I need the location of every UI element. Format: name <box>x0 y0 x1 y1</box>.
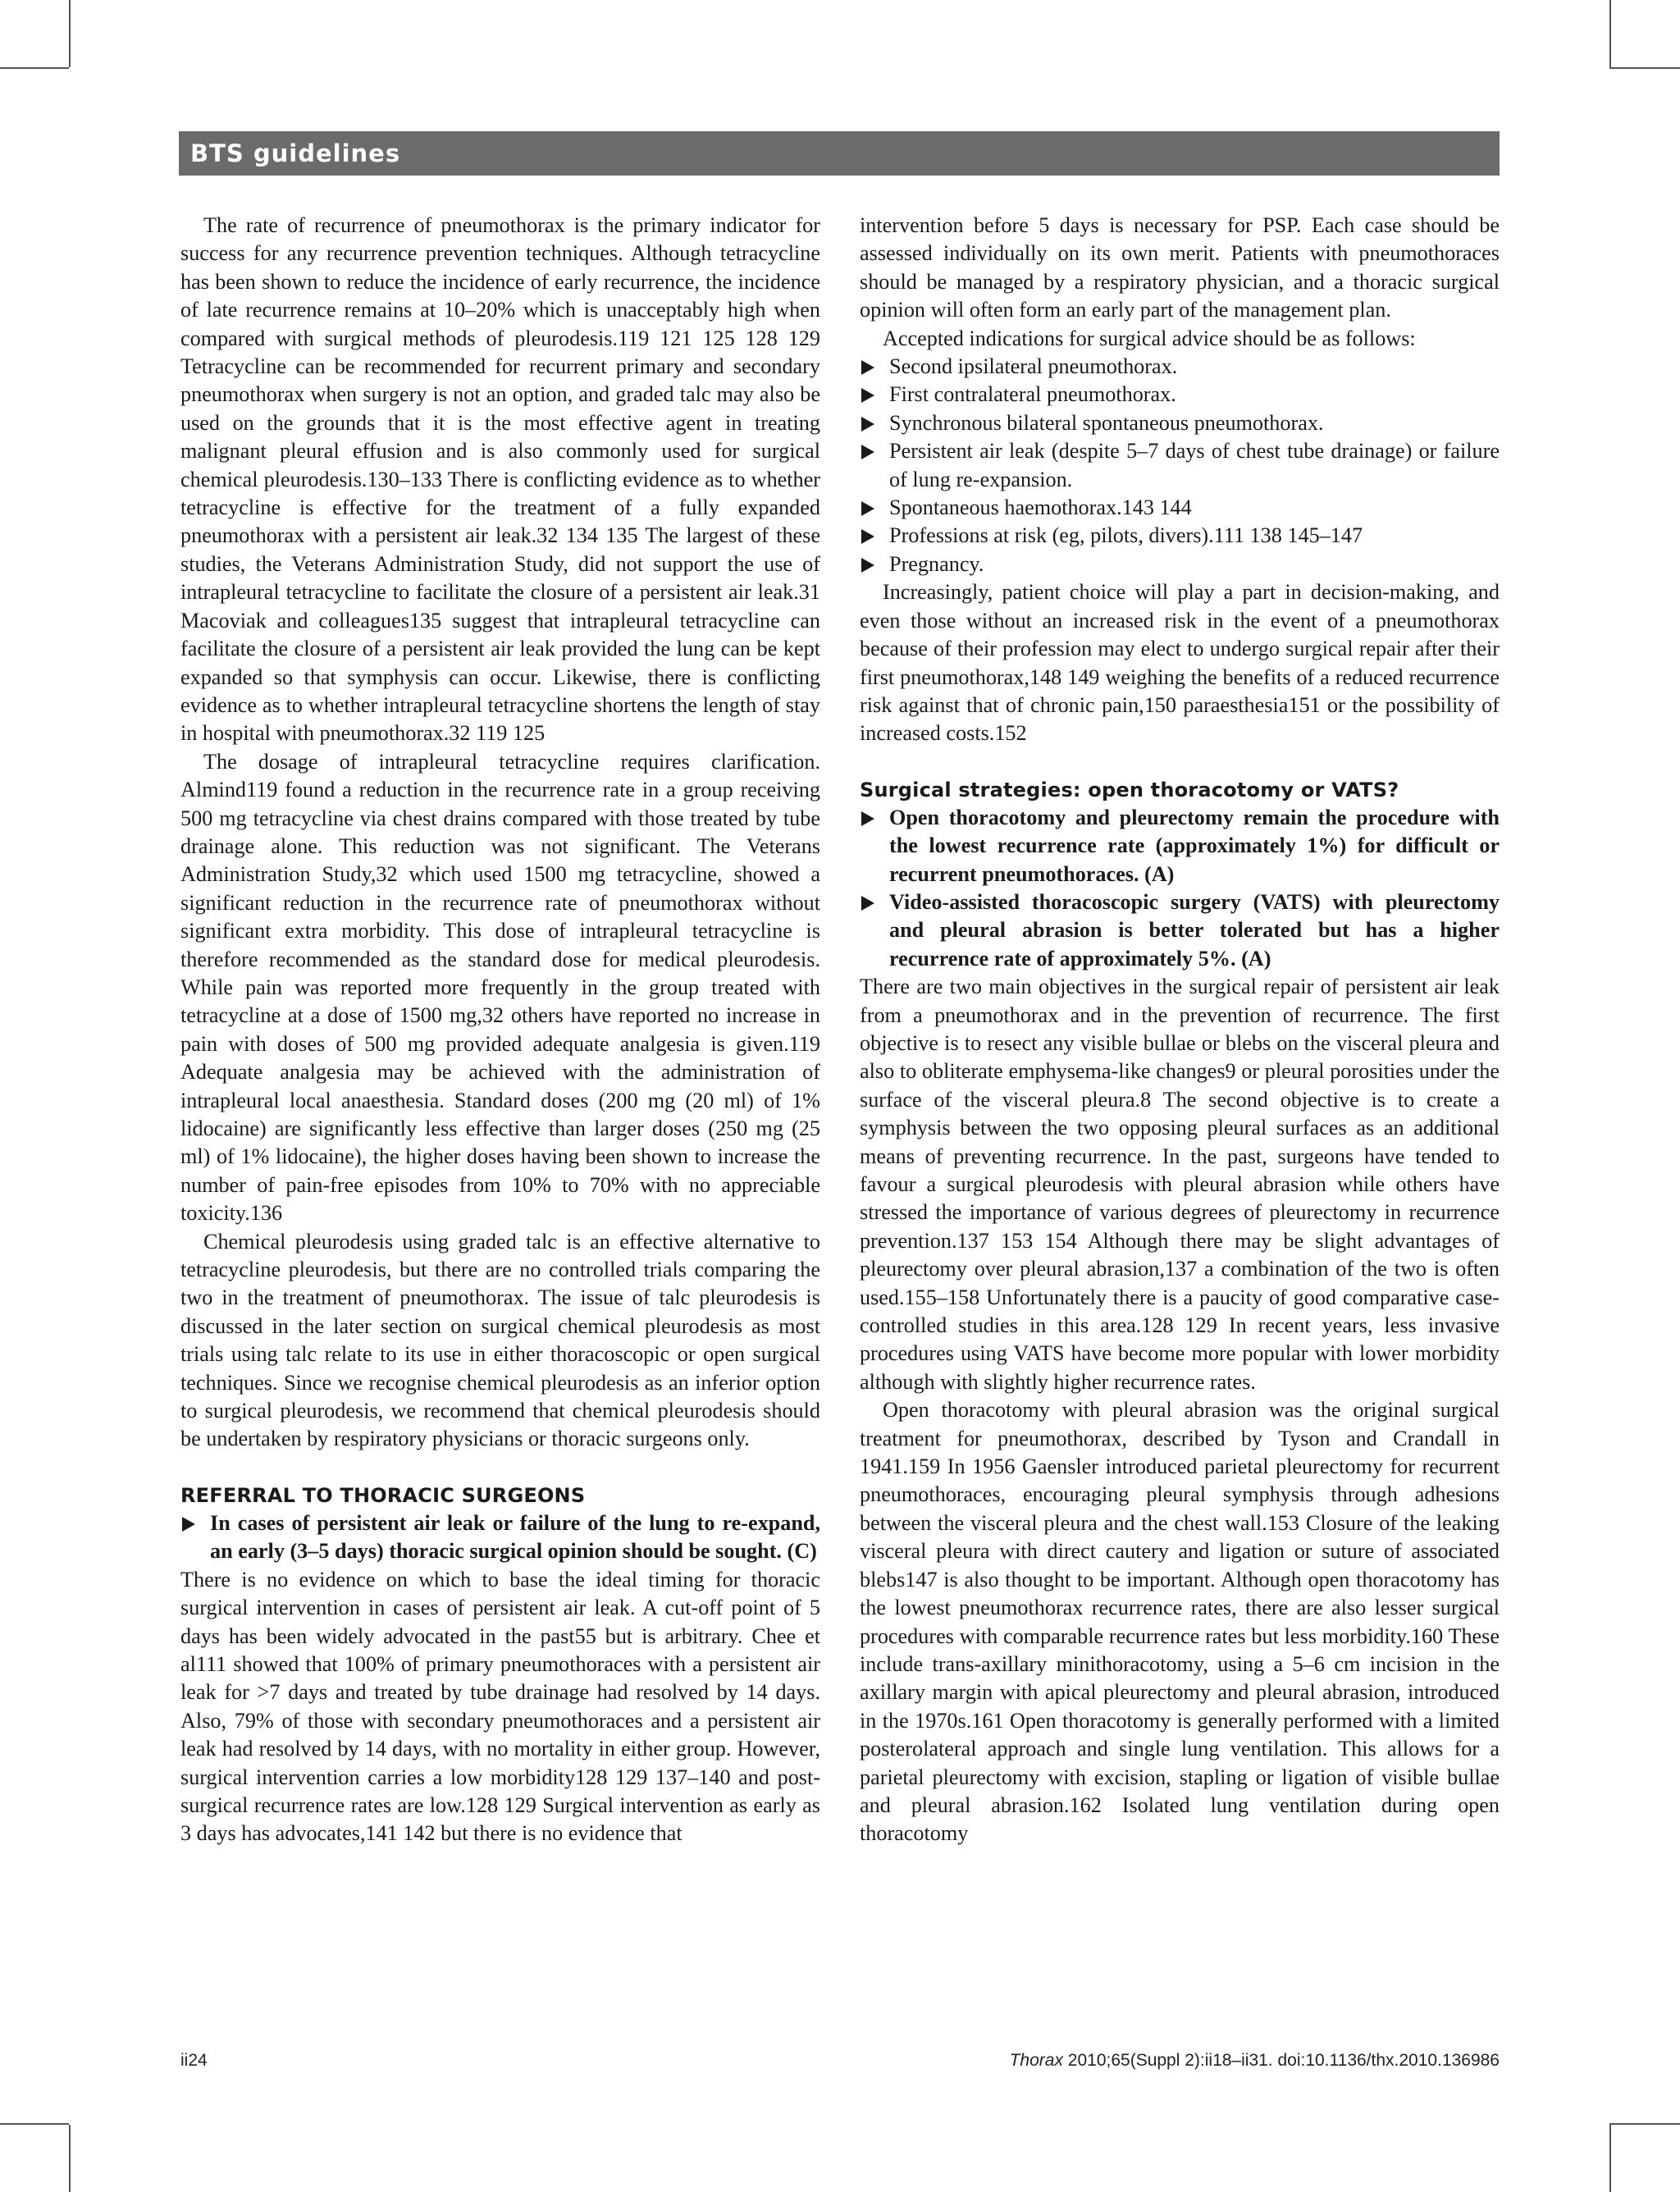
citation-text: 2010;65(Suppl 2):ii18–ii31. doi:10.1136/thx.2010.136986 <box>1062 2051 1500 2070</box>
crop-mark <box>0 2123 69 2125</box>
journal-name: Thorax <box>1009 2051 1063 2070</box>
list-item: Persistent air leak (despite 5–7 days of chest tube drainage) or failure of lung re-expansion. <box>860 437 1500 494</box>
recommendation-list <box>180 1509 820 1566</box>
crop-mark <box>1609 2123 1680 2125</box>
list-item: First contralateral pneumothorax. <box>860 381 1500 409</box>
page-number: ii24 <box>180 2051 208 2070</box>
right-column <box>860 212 1500 1848</box>
paragraph: Open thoracotomy with pleural abrasion was the original surgical treatment for pneumothorax, described by Tyson and Crandall in 1941.159 In 1956 Gaensler introduced parietal pleurectomy for recurrent pneumothoraces, encouraging pleural symphysis through adhesions between the visceral pleura and the chest wall.153 Closure of the leaking visceral pleura with direct cautery and ligation or suture of associated blebs147 is also thought to be important. Although open thoracotomy has the lowest pneumothorax recurrence rates, there are also lesser surgical procedures with comparable recurrence rates but less morbidity.160 These include trans-axillary minithoracotomy, using a 5–6 cm incision in the axillary margin with apical pleurectomy and pleural abrasion, introduced in the 1970s.161 Open thoracotomy is generally performed with a limited posterolateral approach and single lung ventilation. This allows for a parietal pleurectomy with excision, stapling or ligation of visible bullae and pleural abrasion.162 Isolated lung ventilation during open thoracotomy <box>860 1398 1500 1846</box>
recommendation: Video-assisted thoracoscopic surgery (VATS) with pleurectomy and pleural abrasion is better tolerated but has a higher recurrence rate of approximately 5%. (A) <box>860 888 1500 973</box>
paragraph: Chemical pleurodesis using graded talc is an effective alternative to tetracycline pleurodesis, but there are no controlled trials comparing the two in the treatment of pneumothorax. The issue of talc pleurodesis is discussed in the later section on surgical chemical pleurodesis as most trials using talc relate to its use in either thoracoscopic or open surgical techniques. Since we recognise chemical pleurodesis as an inferior option to surgical pleurodesis, we recommend that chemical pleurodesis should be undertaken by respiratory physicians or thoracic surgeons only. <box>180 1229 820 1451</box>
crop-mark <box>1609 0 1611 67</box>
crop-mark <box>69 2125 71 2192</box>
paragraph: Increasingly, patient choice will play a part in decision-making, and even those without an increased risk in the event of a pneumothorax because of their profession may elect to undergo surgical repair after their first pneumothorax,148 149 weighing the benefits of a reduced recurrence risk against that of chronic pain,150 paraesthesia151 or the possibility of increased costs.152 <box>860 580 1500 746</box>
crop-mark <box>69 0 71 67</box>
paragraph: intervention before 5 days is necessary for PSP. Each case should be assessed individually on its own merit. Patients with pneumothoraces should be managed by a respiratory physician, and a thoracic surgical opinion will often form an early part of the management plan. <box>860 213 1500 322</box>
indications-list <box>860 353 1500 578</box>
recommendation-list <box>860 804 1500 973</box>
section-heading: Surgical strategies: open thoracotomy or VATS? <box>860 778 1399 801</box>
paragraph: There is no evidence on which to base the ideal timing for thoracic surgical intervention in cases of persistent air leak. A cut-off point of 5 days has been widely advocated in the past55 but is arbitrary. Chee et al111 showed that 100% of primary pneumothoraces with a persistent air leak for >7 days and treated by tube drainage had resolved by 14 days. Also, 79% of those with secondary pneumothoraces and a persistent air leak had resolved by 14 days, with no mortality in either group. However, surgical intervention carries a low morbidity128 129 137–140 and post-surgical recurrence rates are low.128 129 Surgical intervention as early as 3 days has advocates,141 142 but there is no evidence that <box>180 1567 820 1846</box>
crop-mark <box>1609 67 1680 69</box>
list-item: Pregnancy. <box>860 550 1500 578</box>
list-item: Second ipsilateral pneumothorax. <box>860 353 1500 381</box>
recommendation: Open thoracotomy and pleurectomy remain the procedure with the lowest recurrence rate (approximately 1%) for difficult or recurrent pneumothoraces. (A) <box>860 804 1500 888</box>
list-item: Professions at risk (eg, pilots, divers).111 138 145–147 <box>860 522 1500 550</box>
recommendation: In cases of persistent air leak or failure of the lung to re-expand, an early (3–5 days) thoracic surgical opinion should be sought. (C) <box>180 1509 820 1566</box>
paragraph: There are two main objectives in the surgical repair of persistent air leak from a pneumothorax and in the prevention of recurrence. The first objective is to resect any visible bullae or blebs on the visceral pleura and also to obliterate emphysema-like changes9 or pleural porosities under the surface of the visceral pleura.8 The second objective is to create a symphysis between the two opposing pleural surfaces as an additional means of preventing recurrence. In the past, surgeons have tended to favour a surgical pleurodesis with pleural abrasion while others have stressed the importance of various degrees of pleurectomy in recurrence prevention.137 153 154 Although there may be slight advantages of pleurectomy over pleural abrasion,137 a combination of the two is often used.155–158 Unfortunately there is a paucity of good comparative case-controlled studies in this area.128 129 In recent years, less invasive procedures using VATS have become more popular with lower morbidity although with slightly higher recurrence rates. <box>860 975 1500 1394</box>
crop-mark <box>0 67 69 69</box>
crop-mark <box>1609 2125 1611 2192</box>
section-heading: REFERRAL TO THORACIC SURGEONS <box>180 1483 586 1507</box>
section-header-title: BTS guidelines <box>190 139 401 167</box>
paragraph: The rate of recurrence of pneumothorax is the primary indicator for success for any recurrence prevention techniques. Although tetracycline has been shown to reduce the incidence of early recurrence, the incidence of late recurrence remains at 10–20% which is unacceptably high when compared with surgical methods of pleurodesis.119 121 125 128 129 Tetracycline can be recommended for recurrent primary and secondary pneumothorax when surgery is not an option, and graded talc may also be used on the grounds that it is the most effective agent in treating malignant pleural effusion and is also commonly used for surgical chemical pleurodesis.130–133 There is conflicting evidence as to whether tetracycline is effective for the treatment of a fully expanded pneumothorax with a persistent air leak.32 134 135 The largest of these studies, the Veterans Administration Study, did not support the use of intrapleural tetracycline to facilitate the closure of a persistent air leak.31 Macoviak and colleagues135 suggest that intrapleural tetracycline can facilitate the closure of a persistent air leak provided the lung can be kept expanded so that symphysis can occur. Likewise, there is conflicting evidence as to whether intrapleural tetracycline shortens the length of stay in hospital with pneumothorax.32 119 125 <box>180 213 820 746</box>
citation-footer <box>1010 2051 1500 2071</box>
paragraph: The dosage of intrapleural tetracycline requires clarification. Almind119 found a reduction in the recurrence rate in a group receiving 500 mg tetracycline via chest drains compared with those treated by tube drainage alone. This reduction was not significant. The Veterans Administration Study,32 which used 1500 mg tetracycline, showed a significant reduction in the recurrence rate of pneumothorax without significant extra morbidity. This dose of intrapleural tetracycline is therefore recommended as the standard dose for medical pleurodesis. While pain was reported more frequently in the group treated with tetracycline at a dose of 1500 mg,32 others have reported no increase in pain with doses of 500 mg provided adequate analgesia is given.119 Adequate analgesia may be achieved with the administration of intrapleural local anaesthesia. Standard doses (200 mg (20 ml) of 1% lidocaine) are significantly less effective than larger doses (250 mg (25 ml) of 1% lidocaine), the higher doses having been shown to increase the number of pain-free episodes from 10% to 70% with no appreciable toxicity.136 <box>180 749 820 1226</box>
left-column <box>180 212 820 1848</box>
paragraph: Accepted indications for surgical advice should be as follows: <box>883 326 1416 350</box>
section-header-bar <box>179 131 1500 176</box>
list-item: Synchronous bilateral spontaneous pneumothorax. <box>860 409 1500 437</box>
list-item: Spontaneous haemothorax.143 144 <box>860 494 1500 522</box>
